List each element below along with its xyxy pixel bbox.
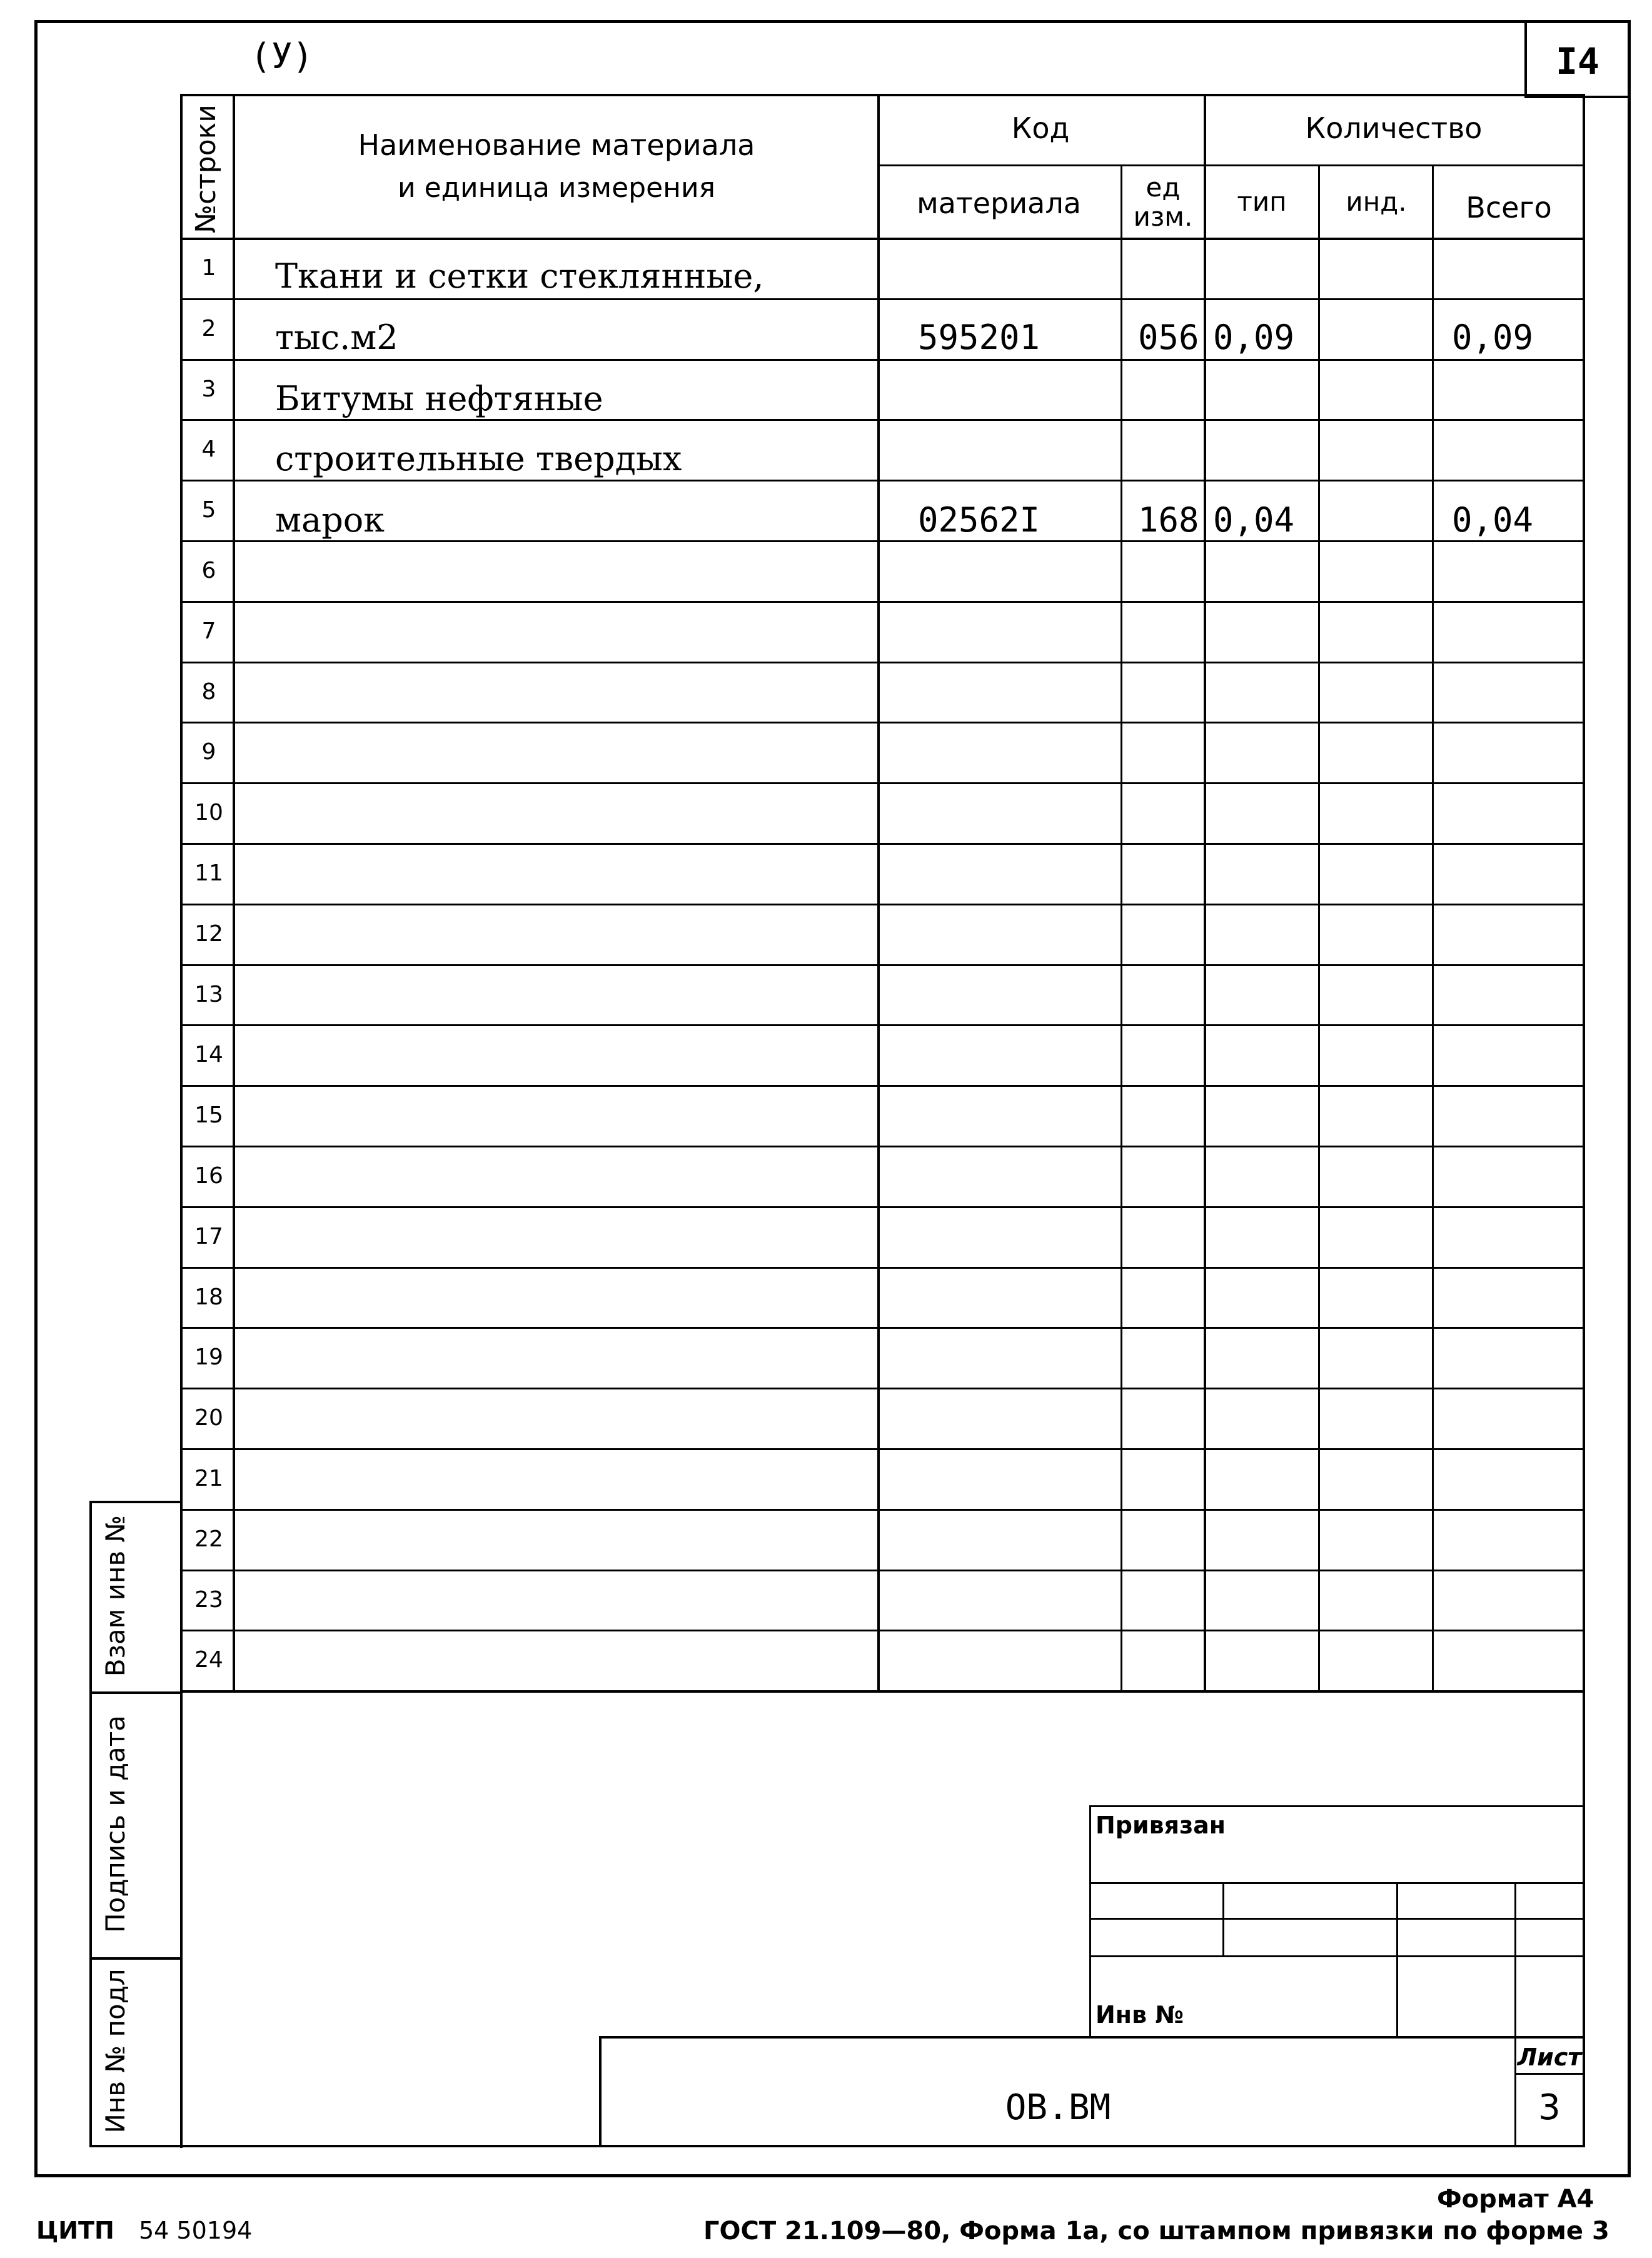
row-number: 21 [194, 1466, 223, 1491]
row2-type: 0,09 [1213, 318, 1295, 357]
row2-code: 595201 [918, 318, 1040, 357]
tb-privyazan: Привязан [1095, 1812, 1226, 1839]
row-line [180, 480, 1584, 481]
header-qty-type: тип [1237, 186, 1287, 217]
header-qty-total: Всего [1466, 191, 1552, 224]
footer-standard: ГОСТ 21.109—80, Форма 1а, со штампом привязки по форме 3 [703, 2217, 1609, 2245]
row-number: 16 [194, 1163, 223, 1189]
tb-line1 [1089, 1882, 1583, 1884]
row-number: 13 [194, 982, 223, 1007]
row-line [180, 1267, 1584, 1269]
tb-col2 [1396, 1882, 1398, 2038]
row-number: 2 [201, 316, 216, 341]
row5-unit: 168 [1138, 500, 1199, 540]
row-line [180, 1206, 1584, 1208]
row-line [180, 1509, 1584, 1511]
footer-code: 54 50194 [139, 2217, 253, 2244]
tb-sheet-label: Лист [1517, 2044, 1582, 2071]
row-number: 15 [194, 1102, 223, 1128]
header-code-unit-1: ед [1146, 172, 1181, 203]
row-number: 7 [201, 618, 216, 644]
row3-name: Битумы нефтяные [275, 379, 603, 418]
row-line [180, 1388, 1584, 1389]
header-code: Код [1011, 111, 1070, 145]
row-number: 9 [201, 739, 216, 765]
header-name-line2: и единица измерения [397, 172, 716, 204]
side-podpis-data: Подпись и дата [100, 1715, 131, 1933]
row-number: 3 [201, 376, 216, 402]
col-line-total [1432, 166, 1434, 1691]
row-number: 12 [194, 921, 223, 947]
row-number: 5 [201, 497, 216, 523]
header-name-line1: Наименование материала [358, 128, 755, 162]
table-bottom-line [180, 1690, 1585, 1693]
side-vzam-inv: Взам инв № [100, 1515, 131, 1677]
drawing-bottom [180, 2145, 1585, 2147]
col-line-code [877, 94, 880, 1691]
tb-left [1089, 1805, 1091, 2038]
row-line [180, 419, 1584, 421]
row-line [180, 904, 1584, 905]
row2-total: 0,09 [1452, 318, 1534, 357]
row-number: 24 [194, 1647, 223, 1673]
row-line [180, 359, 1584, 361]
row-number: 8 [201, 679, 216, 705]
row-line [180, 1327, 1584, 1329]
tb-line2 [1089, 1918, 1583, 1920]
row-line [180, 298, 1584, 300]
row-line [180, 843, 1584, 845]
row-line [180, 722, 1584, 723]
table-right-border [1583, 94, 1585, 2145]
row-line [180, 1146, 1584, 1147]
footer-org: ЦИТП [36, 2217, 114, 2244]
col-line-unit [1121, 166, 1122, 1691]
tb-top [1089, 1805, 1583, 1807]
footer-format: Формат А4 [1437, 2185, 1594, 2214]
tb-main-top [599, 2036, 1585, 2039]
side-inv-podl: Инв № подл [100, 1968, 131, 2134]
tb-sheet-divider [1514, 2073, 1584, 2075]
row-line [180, 1570, 1584, 1571]
col-line-qty [1204, 94, 1206, 1691]
row1-name: Ткани и сетки стеклянные, [275, 256, 764, 296]
row2-unit: 056 [1138, 318, 1199, 357]
row-line [180, 601, 1584, 603]
header-qty-ind: инд. [1346, 186, 1407, 217]
page-frame [34, 20, 1631, 2177]
row-line [180, 964, 1584, 966]
tb-col1 [1222, 1882, 1224, 1957]
row-number: 17 [194, 1224, 223, 1249]
side-stamp-outer-left [89, 1501, 92, 2147]
row-number: 14 [194, 1042, 223, 1067]
row-number: 19 [194, 1344, 223, 1370]
header-quantity: Количество [1305, 111, 1483, 145]
header-mid-line [877, 164, 1584, 166]
row-line [180, 1024, 1584, 1026]
row-number: 6 [201, 558, 216, 583]
row5-code: 02562I [918, 500, 1040, 540]
row-number: 11 [194, 860, 223, 886]
row-number: 22 [194, 1526, 223, 1552]
row-line [180, 662, 1584, 663]
row-line [180, 1085, 1584, 1087]
tb-line3 [1089, 1955, 1583, 1957]
row4-name: строительные твердых [275, 439, 682, 478]
row-number: 20 [194, 1405, 223, 1431]
header-bottom-line [180, 238, 1585, 240]
row-line [180, 1630, 1584, 1631]
tb-sheet-number: 3 [1538, 2087, 1561, 2128]
row-number: 4 [201, 436, 216, 462]
row-line [180, 540, 1584, 542]
row-number: 10 [194, 800, 223, 825]
row-line [180, 782, 1584, 784]
row-number: 18 [194, 1284, 223, 1310]
row5-total: 0,04 [1452, 500, 1534, 540]
row-line [180, 1448, 1584, 1450]
sheet-corner-number: I4 [1556, 40, 1599, 83]
table-top-border [180, 94, 1585, 96]
col-line-ind [1318, 166, 1320, 1691]
header-row-number: №строки [190, 104, 222, 233]
header-code-material: материала [917, 186, 1081, 220]
variant-label: (У) [250, 36, 314, 77]
tb-doc-code: ОВ.ВМ [1005, 2087, 1111, 2128]
row5-name: марок [275, 500, 385, 540]
row2-name: тыс.м2 [275, 318, 398, 357]
row5-type: 0,04 [1213, 500, 1295, 540]
tb-inv-no: Инв № [1095, 2001, 1184, 2029]
header-code-unit-2: изм. [1133, 201, 1193, 232]
row-number: 1 [201, 255, 216, 281]
row-number: 23 [194, 1587, 223, 1613]
side-stamp-inner [180, 1691, 183, 2148]
